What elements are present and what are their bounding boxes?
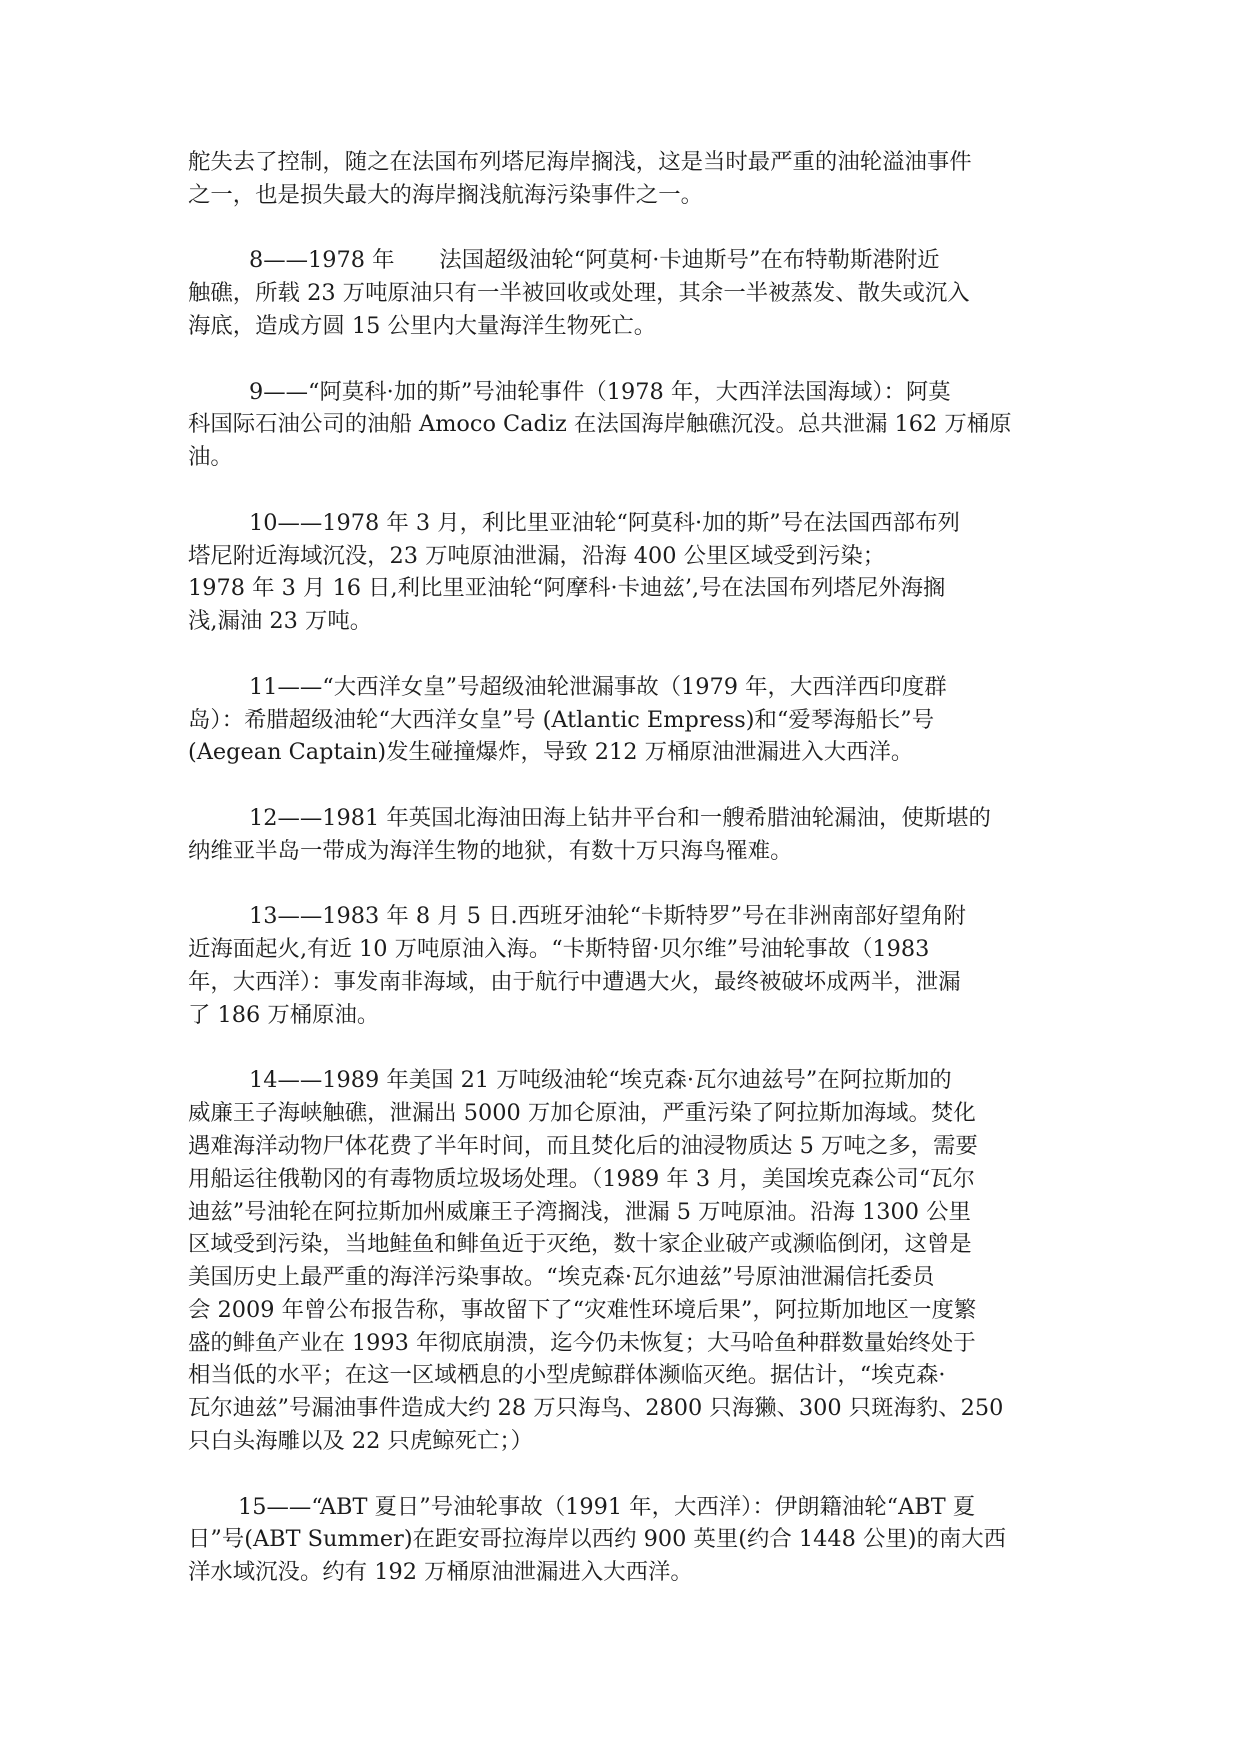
- text-line: 12——1981 年英国北海油田海上钻井平台和一艘希腊油轮漏油，使斯堪的: [249, 804, 991, 831]
- paragraph-item-11: [188, 671, 1058, 769]
- text-line: 用船运往俄勒冈的有毒物质垃圾场处理。（1989 年 3 月，美国埃克森公司“瓦尔: [188, 1165, 975, 1192]
- paragraph-continued: [188, 146, 1058, 212]
- text-line: 日”号(ABT Summer)在距安哥拉海岸以西约 900 英里(约合 1448 公里)的南大西: [188, 1526, 1007, 1553]
- text-line: 美国历史上最严重的海洋污染事故。“埃克森·瓦尔迪兹”号原油泄漏信托委员: [188, 1264, 935, 1291]
- text-line: 年，大西洋）：事发南非海域，由于航行中遭遇大火，最终被破坏成两半，泄漏: [188, 968, 961, 995]
- text-line: 塔尼附近海域沉没，23 万吨原油泄漏，沿海 400 公里区域受到污染；: [188, 542, 886, 569]
- document-body: [188, 146, 1058, 1622]
- text-line: 会 2009 年曾公布报告称，事故留下了“灾难性环境后果”，阿拉斯加地区一度繁: [188, 1296, 977, 1323]
- paragraph-item-8: [188, 244, 1058, 342]
- text-line: 11——“大西洋女皇”号超级油轮泄漏事故（1979 年，大西洋西印度群: [249, 673, 947, 700]
- paragraph-item-14: [188, 1064, 1058, 1458]
- text-line: 之一，也是损失最大的海岸搁浅航海污染事件之一。: [188, 181, 703, 208]
- text-line: 13——1983 年 8 月 5 日.西班牙油轮“卡斯特罗”号在非洲南部好望角附: [249, 903, 966, 930]
- text-line: 迪兹”号油轮在阿拉斯加州威廉王子湾搁浅，泄漏 5 万吨原油。沿海 1300 公里: [188, 1198, 971, 1225]
- text-line: 8——1978 年 法国超级油轮“阿莫柯·卡迪斯号”在布特勒斯港附近: [249, 247, 940, 274]
- text-line: 岛）：希腊超级油轮“大西洋女皇”号 (Atlantic Empress)和“爱琴海船长”号: [188, 706, 935, 733]
- text-line: 洋水域沉没。约有 192 万桶原油泄漏进入大西洋。: [188, 1559, 693, 1586]
- text-line: 海底，造成方圆 15 公里内大量海洋生物死亡。: [188, 312, 657, 339]
- paragraph-item-12: [188, 802, 1058, 868]
- paragraph-item-10: [188, 507, 1058, 638]
- text-line: 油。: [188, 444, 233, 471]
- text-line: 瓦尔迪兹”号漏油事件造成大约 28 万只海鸟、2800 只海獭、300 只斑海豹、250: [188, 1395, 1004, 1422]
- paragraph-item-15: [188, 1491, 1058, 1589]
- text-line: 科国际石油公司的油船 Amoco Cadiz 在法国海岸触礁沉没。总共泄漏 162 万桶原: [188, 411, 1012, 438]
- text-line: 了 186 万桶原油。: [188, 1001, 380, 1028]
- text-line: 只白头海雕以及 22 只虎鲸死亡；）: [188, 1428, 533, 1455]
- text-line: 区域受到污染，当地鲑鱼和鲱鱼近于灭绝，数十家企业破产或濒临倒闭，这曾是: [188, 1231, 972, 1258]
- text-line: 舵失去了控制，随之在法国布列塔尼海岸搁浅，这是当时最严重的油轮溢油事件: [188, 149, 972, 175]
- text-line: 遇难海洋动物尸体花费了半年时间，而且焚化后的油浸物质达 5 万吨之多，需要: [188, 1132, 978, 1159]
- text-line: 浅,漏油 23 万吨。: [188, 608, 373, 635]
- text-line: 10——1978 年 3 月，利比里亚油轮“阿莫科·加的斯”号在法国西部布列: [249, 509, 960, 536]
- text-line: (Aegean Captain)发生碰撞爆炸，导致 212 万桶原油泄漏进入大西洋。: [188, 739, 914, 766]
- text-line: 15——“ABT 夏日”号油轮事故（1991 年，大西洋）：伊朗籍油轮“ABT 夏: [238, 1493, 976, 1520]
- text-line: 9——“阿莫科·加的斯”号油轮事件（1978 年，大西洋法国海域）：阿莫: [249, 378, 951, 405]
- text-line: 近海面起火,有近 10 万吨原油入海。“卡斯特留·贝尔维”号油轮事故（1983: [188, 936, 930, 963]
- paragraph-item-9: [188, 376, 1058, 474]
- text-line: 盛的鲱鱼产业在 1993 年彻底崩溃，迄今仍未恢复；大马哈鱼种群数量始终处于: [188, 1329, 976, 1356]
- text-line: 14——1989 年美国 21 万吨级油轮“埃克森·瓦尔迪兹号”在阿拉斯加的: [249, 1067, 952, 1094]
- text-line: 纳维亚半岛一带成为海洋生物的地狱，有数十万只海鸟罹难。: [188, 837, 793, 864]
- text-line: 相当低的水平；在这一区域栖息的小型虎鲸群体濒临灭绝。据估计，“埃克森·: [188, 1362, 946, 1389]
- text-line: 威廉王子海峡触礁，泄漏出 5000 万加仑原油，严重污染了阿拉斯加海域。焚化: [188, 1100, 976, 1127]
- text-line: 触礁，所载 23 万吨原油只有一半被回收或处理，其余一半被蒸发、散失或沉入: [188, 280, 970, 307]
- paragraph-item-13: [188, 900, 1058, 1031]
- text-line: 1978 年 3 月 16 日,利比里亚油轮“阿摩科·卡迪兹’,号在法国布列塔尼外海搁: [188, 575, 946, 602]
